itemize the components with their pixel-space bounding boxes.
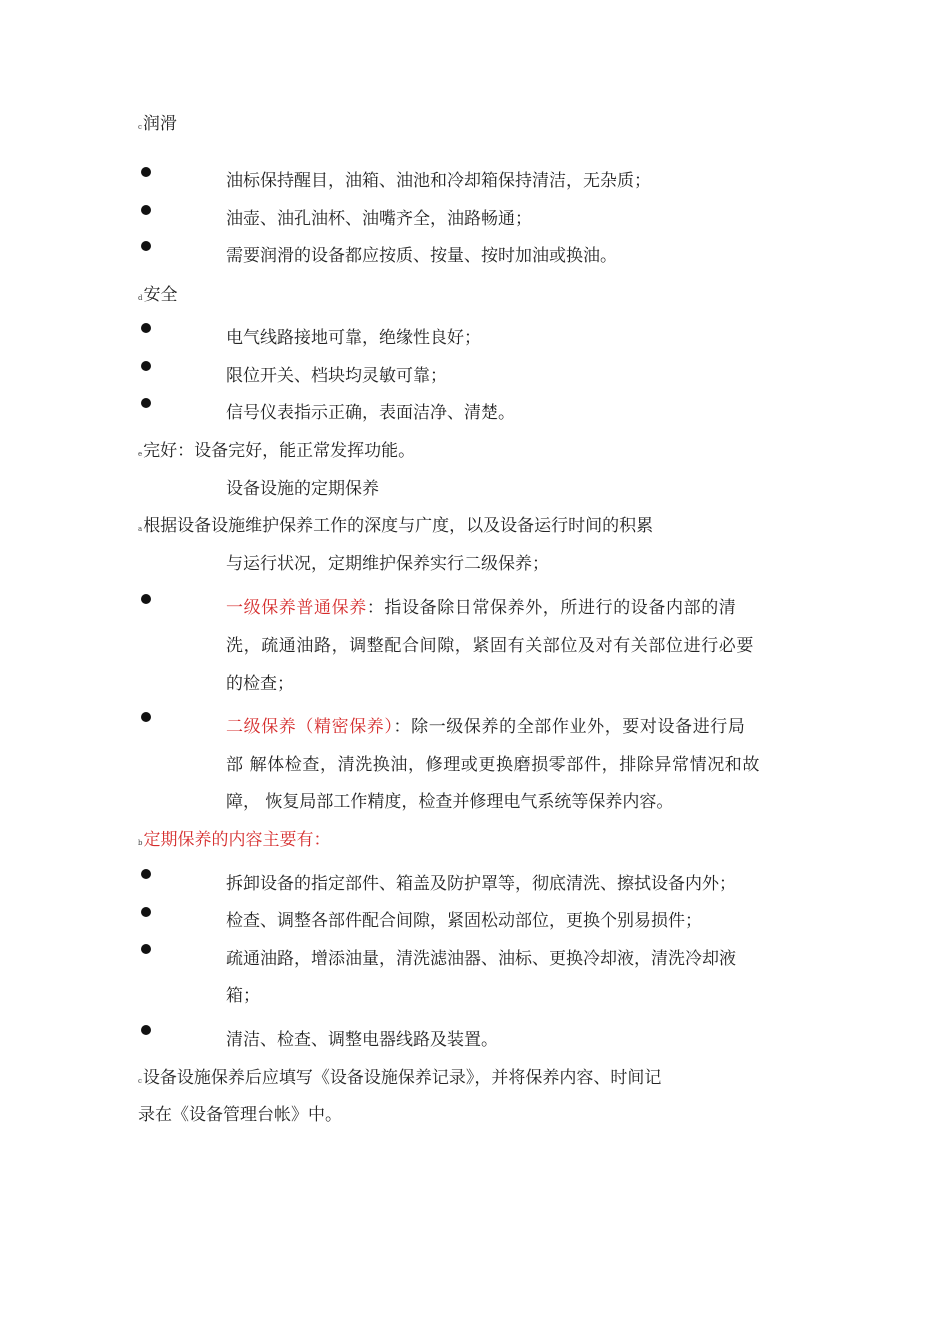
section-safety-title	[138, 285, 177, 308]
bullet-icon	[141, 1025, 151, 1035]
section-title-text: 润滑	[142, 114, 177, 134]
list-item: 拆卸设备的指定部件、箱盖及防护罩等，彻底清洗、擦拭设备内外；	[226, 874, 736, 894]
bullet-icon	[141, 241, 151, 251]
bullet-icon	[141, 907, 151, 917]
paragraph-text: 根据设备设施维护保养工作的深度与广度，以及设备运行时间的积累	[143, 516, 654, 536]
list-item: 电气线路接地可靠，绝缘性良好；	[226, 328, 481, 348]
list-item-continuation: 箱；	[226, 986, 260, 1006]
bullet-icon	[141, 594, 151, 604]
section-content-title	[138, 830, 330, 853]
bullet-icon	[141, 712, 151, 722]
bullet-icon	[141, 398, 151, 408]
section-marker: a	[138, 525, 143, 533]
section-marker: e	[138, 450, 143, 458]
level2-title: 二级保养（精密保养）	[226, 717, 394, 737]
bullet-icon	[141, 869, 151, 879]
level2-line1	[226, 717, 746, 737]
level1-line2: 洗，疏通油路，调整配合间隙，紧固有关部位及对有关部位进行必要	[226, 636, 754, 656]
paragraph-text: 设备设施保养后应填写《设备设施保养记录》，并将保养内容、时间记	[142, 1068, 662, 1088]
section-marker: c	[138, 123, 142, 131]
list-item: 油壶、油孔油杯、油嘴齐全，油路畅通；	[226, 209, 532, 229]
page-heading: 设备设施的定期保养	[226, 479, 379, 499]
list-item: 疏通油路，增添油量，清洗滤油器、油标、更换冷却液，清洗冷却液	[226, 949, 736, 969]
bullet-icon	[141, 361, 151, 371]
paragraph-line	[138, 1068, 661, 1091]
list-item: 限位开关、档块均灵敏可靠；	[226, 366, 447, 386]
section-title-text: 定期保养的内容主要有：	[143, 830, 331, 850]
section-lubrication-title	[138, 114, 177, 137]
bullet-icon	[141, 944, 151, 954]
list-item: 需要润滑的设备都应按质、按量、按时加油或换油。	[226, 246, 617, 266]
level2-line2: 部 解体检查，清洗换油，修理或更换磨损零部件，排除异常情况和故	[226, 755, 761, 775]
bullet-icon	[141, 323, 151, 333]
level1-title: 一级保养普通保养	[226, 598, 367, 618]
section-title-text: 完好：设备完好，能正常发挥功能。	[143, 441, 416, 461]
list-item: 油标保持醒目，油箱、油池和冷却箱保持清洁，无杂质；	[226, 171, 651, 191]
bullet-icon	[141, 167, 151, 177]
section-condition-title	[138, 441, 415, 464]
section-marker: d	[138, 294, 143, 302]
section-marker: c	[138, 1077, 142, 1085]
level2-text: ：除一级保养的全部作业外，要对设备进行局	[393, 717, 746, 737]
section-marker: b	[138, 839, 143, 847]
level1-line3: 的检查；	[226, 674, 294, 694]
level2-line3: 障， 恢复局部工作精度，检查并修理电气系统等保养内容。	[226, 792, 674, 812]
level1-text: ：指设备除日常保养外，所进行的设备内部的清	[366, 598, 737, 618]
paragraph-line: 与运行状况，定期维护保养实行二级保养；	[226, 554, 549, 574]
paragraph-line: 录在《设备管理台帐》中。	[138, 1105, 342, 1125]
bullet-icon	[141, 205, 151, 215]
section-title-text: 安全	[143, 285, 178, 305]
level1-line1	[226, 598, 736, 618]
list-item: 检查、调整各部件配合间隙，紧固松动部位，更换个别易损件；	[226, 911, 702, 931]
list-item: 清洁、检查、调整电器线路及装置。	[226, 1030, 498, 1050]
list-item: 信号仪表指示正确，表面洁净、清楚。	[226, 403, 515, 423]
paragraph-line	[138, 516, 653, 539]
